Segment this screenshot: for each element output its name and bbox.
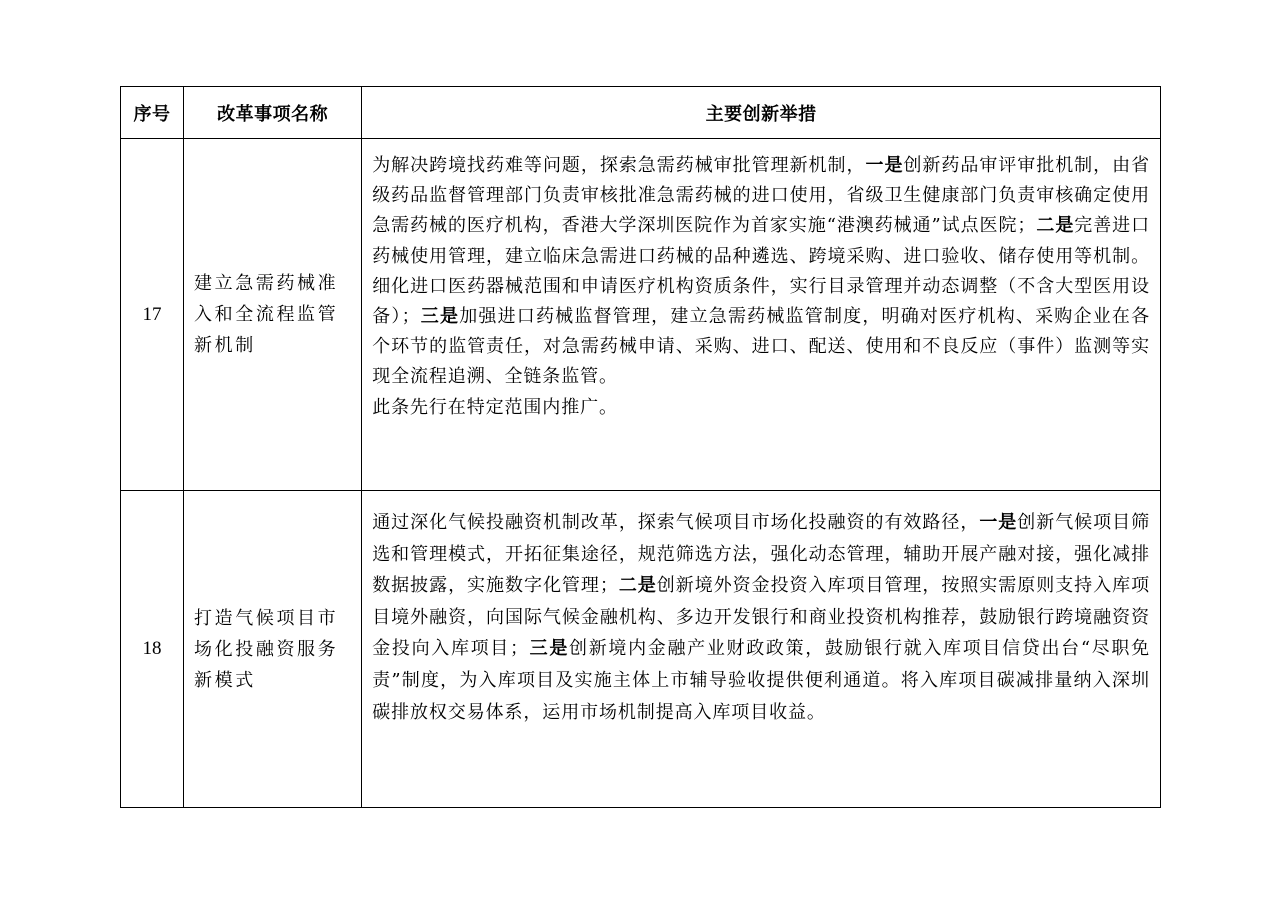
reform-name-line: 新模式 [194,669,256,691]
reform-name-line: 入和全流程监管 [194,304,339,325]
reform-name-line: 建立急需药械准 [194,273,339,294]
measure-lead-one: 一是 [865,155,904,176]
measures-text: 创新境内金融产业财政政策，鼓励银行就入库项目信贷出台“尽职免责”制度，为入库项目及实施主体上市辅导验收提供便利通道。将入库项目碳减排量纳入深圳碳排放权交易体系，运用市场机制提高入库项目收益。 [372,638,1150,723]
measures-text: 创新气候项目筛选和管理模式，开拓征集途径，规范筛选方法，强化动态管理，辅助开展产融对接，强化减排数据披露，实施数字化管理； [372,512,1150,597]
reform-name-line: 场化投融资服务 [194,638,339,660]
table-row [121,139,1161,491]
table-row [121,491,1161,808]
reform-name-line: 新机制 [194,335,256,356]
measure-lead-two: 二是 [618,575,657,597]
measures-text: 为解决跨境找药难等问题，探索急需药械审批管理新机制， [372,155,866,176]
measures-text: 完善进口药械使用管理，建立临床急需进口药械的品种遴选、跨境采购、进口验收、储存使用等机制。细化进口医药器械范围和申请医疗机构资质条件，实行目录管理并动态调整（不含大型医用设备）； [372,215,1150,328]
reform-measures-table [120,86,1161,808]
measures-paragraph [372,507,1150,728]
header-measures: 主要创新举措 [362,87,1161,139]
row-number-cell: 17 [121,139,184,491]
row-number-cell: 18 [121,491,184,808]
header-number: 序号 [121,87,184,139]
table-header [121,87,1161,139]
measure-lead-one: 一是 [979,512,1018,533]
header-name: 改革事项名称 [184,87,362,139]
measure-lead-two: 二是 [1036,215,1075,237]
measures-cell [362,491,1161,808]
measures-text: 创新境外资金投资入库项目管理，按照实需原则支持入库项目境外融资，向国际气候金融机构、多边开发银行和商业投资机构推荐，鼓励银行跨境融资资金投向入库项目； [372,575,1150,660]
measures-paragraph [372,151,1150,393]
reform-name-cell [184,491,362,808]
header-row [121,87,1161,139]
measures-cell [362,139,1161,491]
reform-name-line: 打造气候项目市 [194,607,339,629]
measures-text: 通过深化气候投融资机制改革，探索气候项目市场化投融资的有效路径， [372,512,980,533]
measure-lead-three: 三是 [420,306,460,328]
measures-text: 创新药品审评审批机制，由省级药品监督管理部门负责审核批准急需药械的进口使用，省级卫生健康部门负责审核确定使用急需药械的医疗机构，香港大学深圳医院作为首家实施“港澳药械通”试点医院； [372,155,1150,237]
reform-name-cell [184,139,362,491]
measures-text: 加强进口药械监督管理，建立急需药械监管制度，明确对医疗机构、采购企业在各个环节的监管责任，对急需药械申请、采购、进口、配送、使用和不良反应（事件）监测等实现全流程追溯、全链条监管。 [372,306,1150,388]
measure-lead-three: 三是 [528,638,570,660]
measures-note: 此条先行在特定范围内推广。 [372,396,618,418]
table-body [121,139,1161,808]
